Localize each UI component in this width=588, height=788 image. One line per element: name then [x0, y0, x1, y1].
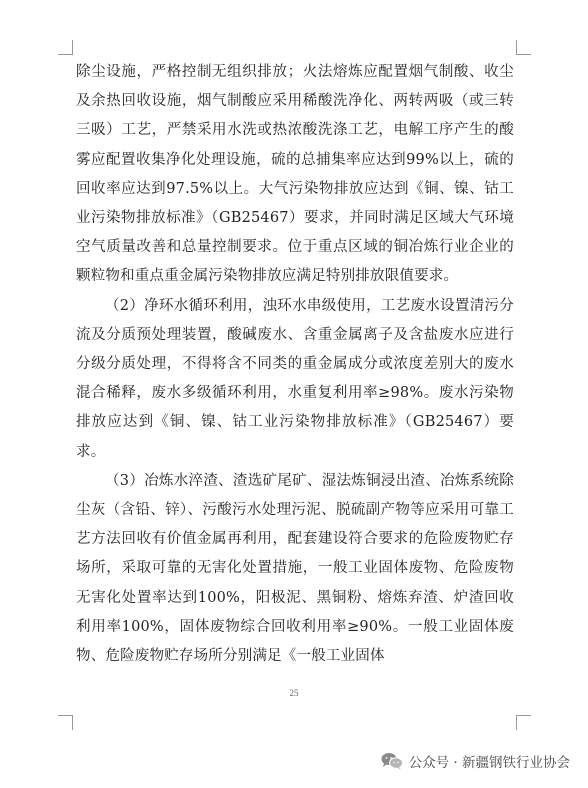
- paragraph-3: （3）冶炼水淬渣、渣选矿尾矿、湿法炼铜浸出渣、冶炼系统除尘灰（含铅、锌）、污酸污水处理污泥、脱硫副产物等应采用可靠工艺方法回收有价值金属再利用，配套建设符合要求的危险废物贮存场所，采取可靠的无害化处置措施，一般工业固体废物、危险废物无害化处置率达到100%，阳极泥、黑铜粉、熔炼弃渣、炉渣回收利用率100%，固体废物综合回收利用率≥90%。一般工业固体废物、危险废物贮存场所分别满足《一般工业固体: [76, 472, 514, 665]
- crop-mark-bottom-right: [516, 715, 531, 730]
- crop-mark-bottom-left: [58, 715, 73, 730]
- paragraph-1: 除尘设施，严格控制无组织排放；火法熔炼应配置烟气制酸、收尘及余热回收设施，烟气制酸应采用稀酸洗净化、两转两吸（或三转三吸）工艺，严禁采用水洗或热浓酸洗涤工艺，电解工序产生的酸雾应配置收集净化处理设施，硫的总捕集率应达到99%以上，硫的回收率应达到97.5%以上。大气污染物排放应达到《铜、镍、钴工业污染物排放标准》（GB25467）要求，并同时满足区域大气环境空气质量改善和总量控制要求。位于重点区域的铜冶炼行业企业的颗粒物和重点重金属污染物排放应满足特别排放限值要求。: [76, 64, 514, 285]
- crop-mark-top-right: [516, 40, 531, 55]
- wechat-icon: [381, 752, 403, 770]
- page-number: 25: [289, 688, 299, 698]
- watermark: [381, 751, 570, 771]
- watermark-text: 公众号 · 新疆钢铁行业协会: [408, 755, 570, 771]
- body-text: [76, 58, 514, 671]
- paragraph-2: （2）净环水循环利用，浊环水串级使用，工艺废水设置清污分流及分质预处理装置，酸碱废水、含重金属离子及含盐废水应进行分级分质处理，不得将含不同类的重金属成分或浓度差别大的废水混合稀释，废水多级循环利用，水重复利用率≥98%。废水污染物排放应达到《铜、镍、钴工业污染物排放标准》（GB25467）要求。: [76, 297, 514, 460]
- crop-mark-top-left: [58, 40, 73, 55]
